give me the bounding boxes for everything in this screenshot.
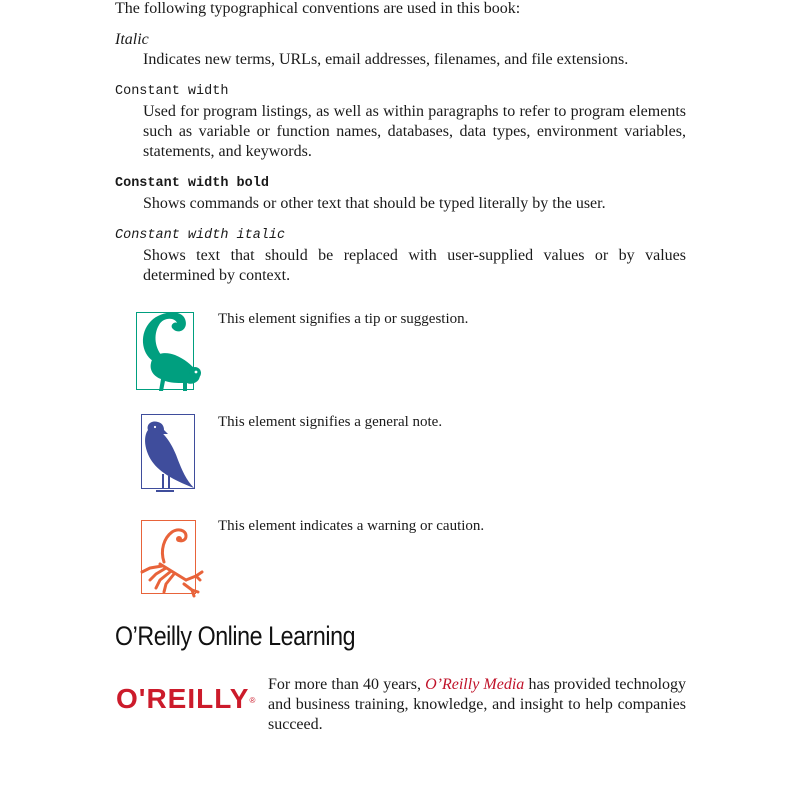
warning-text: This element indicates a warning or caution. bbox=[218, 518, 485, 534]
para-suffix: has provided technology and business training, knowledge, and insight to help companies succeed. bbox=[268, 676, 687, 733]
convention-desc-constant-width-bold: Shows commands or other text that should be typed literally by the user. bbox=[143, 195, 606, 212]
para-prefix: For more than 40 years, bbox=[268, 676, 426, 693]
oreilly-media-link[interactable]: O’Reilly Media bbox=[425, 676, 525, 693]
convention-term-constant-width: Constant width bbox=[115, 84, 229, 99]
section-heading: O’Reilly Online Learning bbox=[115, 621, 356, 651]
convention-desc-italic: Indicates new terms, URLs, email addresses, filenames, and file extensions. bbox=[143, 51, 629, 68]
convention-term-constant-width-italic: Constant width italic bbox=[115, 228, 286, 243]
convention-term-italic: Italic bbox=[115, 31, 149, 48]
oreilly-logo bbox=[116, 683, 256, 715]
convention-desc-constant-width: Used for program listings, as well as within paragraphs to refer to program elements such as variable or function names, databases, data types, environment variables, statements, and keywords. bbox=[143, 103, 686, 160]
note-text: This element signifies a general note. bbox=[218, 414, 443, 430]
lemur-tip-icon bbox=[133, 303, 205, 395]
conventions-intro: The following typographical conventions are used in this book: bbox=[115, 0, 521, 17]
convention-desc-constant-width-italic: Shows text that should be replaced with user-supplied values or by values determined by context. bbox=[143, 247, 686, 284]
scorpion-warning-icon bbox=[130, 518, 214, 598]
tip-text: This element signifies a tip or suggestion. bbox=[218, 311, 469, 327]
online-learning-paragraph bbox=[268, 675, 686, 735]
convention-term-constant-width-bold: Constant width bold bbox=[115, 176, 269, 191]
logo-wordmark: O'REILLY bbox=[116, 683, 250, 714]
registered-mark: ® bbox=[249, 696, 257, 705]
crow-note-icon bbox=[138, 412, 208, 494]
